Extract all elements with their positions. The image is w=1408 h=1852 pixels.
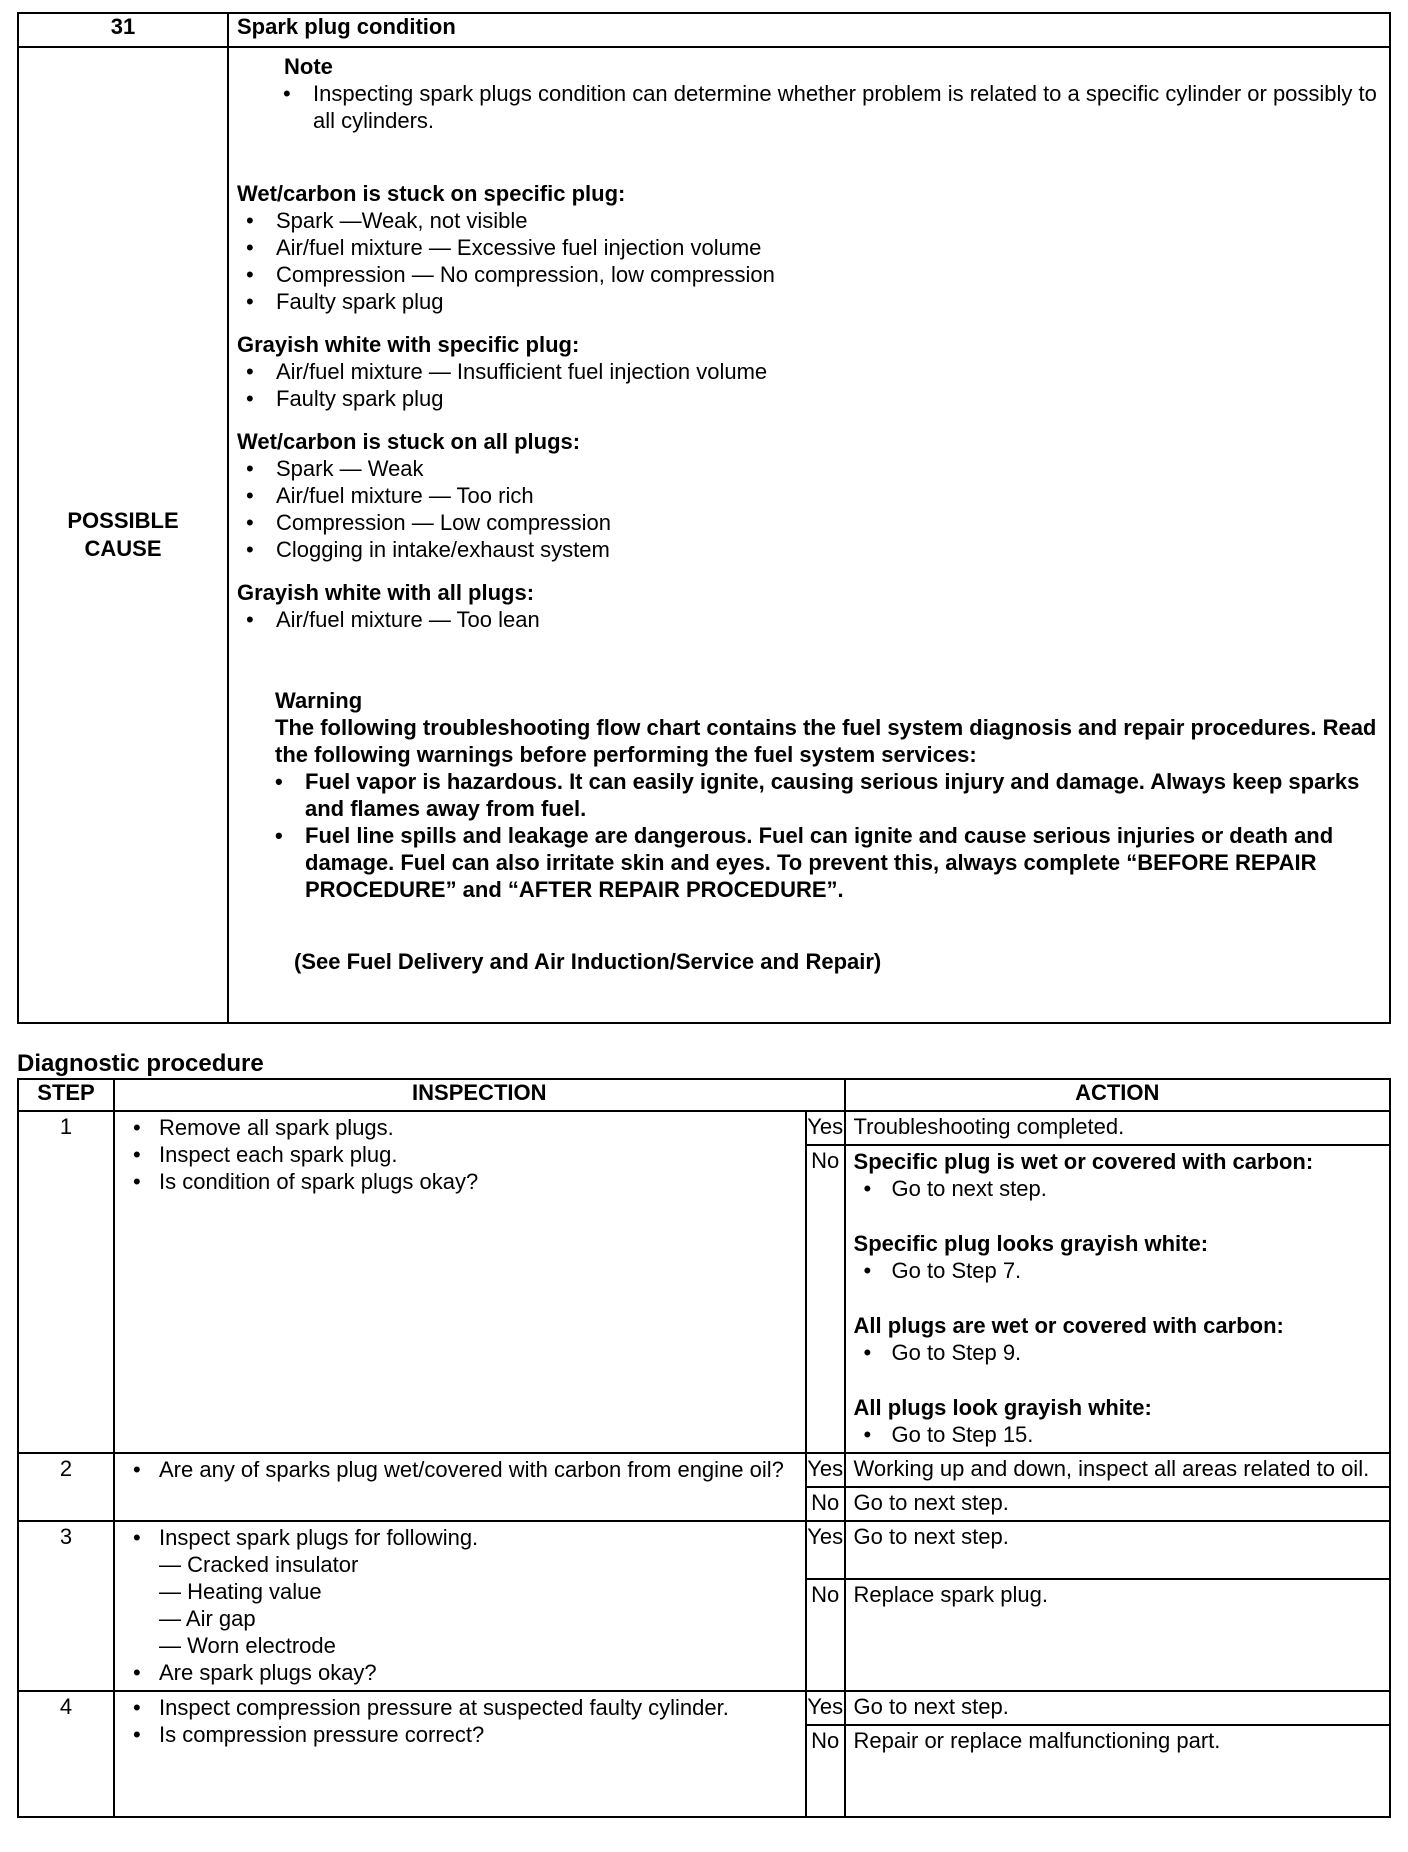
warning-title: Warning <box>275 688 363 713</box>
inspection-subitem: — Heating value <box>159 1579 322 1604</box>
action-item: • Go to next step. <box>854 1175 1381 1202</box>
note-text: • Inspecting spark plugs condition can determine whether problem is related to a specific cylinder or possibly to all cylinders. <box>237 80 1379 134</box>
no-label: No <box>806 1725 845 1817</box>
cause-item: • Faulty spark plug <box>237 385 1379 412</box>
no-action: Go to next step. <box>845 1487 1390 1521</box>
possible-cause-body <box>228 47 1390 1023</box>
action-group-title: All plugs are wet or covered with carbon: <box>853 1313 1284 1338</box>
inspection-cell <box>114 1691 806 1817</box>
inspection-item: • Are any of sparks plug wet/covered with carbon from engine oil? <box>121 1456 799 1483</box>
cause-item: • Faulty spark plug <box>237 288 1379 315</box>
cause-item: • Air/fuel mixture — Too lean <box>237 606 1379 633</box>
inspection-item: • Inspect each spark plug. <box>121 1141 799 1168</box>
cause-group <box>237 579 1379 633</box>
cause-item: • Compression — No compression, low compression <box>237 261 1379 288</box>
diagnostic-table <box>17 1078 1391 1818</box>
possible-cause-table <box>17 12 1391 1024</box>
inspection-list <box>121 1114 799 1195</box>
cause-group <box>237 428 1379 563</box>
warning-text: The following troubleshooting flow chart contains the fuel system diagnosis and repair procedures. Read the following warnings before performing the fuel system services: <box>275 715 1377 767</box>
action-group-title: All plugs look grayish white: <box>853 1395 1152 1420</box>
yes-action: Go to next step. <box>845 1691 1390 1725</box>
action-item: • Go to Step 15. <box>854 1421 1381 1448</box>
action-group-list <box>854 1339 1381 1366</box>
inspection-subitem: — Air gap <box>159 1606 256 1631</box>
cause-group-title: Wet/carbon is stuck on all plugs: <box>237 429 581 454</box>
warning-list <box>275 768 1379 903</box>
yes-action: Working up and down, inspect all areas related to oil. <box>845 1453 1390 1487</box>
header-step: STEP <box>18 1079 114 1111</box>
cause-item: • Air/fuel mixture — Too rich <box>237 482 1379 509</box>
cause-group-title: Grayish white with specific plug: <box>237 332 580 357</box>
yes-action: Troubleshooting completed. <box>845 1111 1390 1145</box>
inspection-item: • Remove all spark plugs. <box>121 1114 799 1141</box>
cause-group-list <box>237 606 1379 633</box>
inspection-list <box>121 1659 799 1686</box>
cause-group-list <box>237 207 1379 315</box>
no-action: Replace spark plug. <box>845 1579 1390 1691</box>
inspection-item: • Is compression pressure correct? <box>121 1721 799 1748</box>
cause-item: • Spark — Weak <box>237 455 1379 482</box>
inspection-cell <box>114 1521 806 1691</box>
warning-item: • Fuel vapor is hazardous. It can easily ignite, causing serious injury and damage. Always keep sparks and flames away from fuel. <box>275 768 1379 822</box>
inspection-item: • Is condition of spark plugs okay? <box>121 1168 799 1195</box>
yes-label: Yes <box>806 1521 845 1579</box>
item-title: Spark plug condition <box>228 13 1390 47</box>
possible-cause-label-line1: POSSIBLE <box>67 508 179 533</box>
action-item: • Go to Step 9. <box>854 1339 1381 1366</box>
inspection-list <box>121 1524 799 1551</box>
no-action <box>845 1145 1390 1453</box>
action-group-list <box>854 1175 1381 1202</box>
cause-item: • Air/fuel mixture — Insufficient fuel injection volume <box>237 358 1379 385</box>
cause-group-title: Wet/carbon is stuck on specific plug: <box>237 181 626 206</box>
inspection-cell <box>114 1111 806 1453</box>
page <box>17 12 1391 1818</box>
yes-label: Yes <box>806 1111 845 1145</box>
action-group-list <box>854 1257 1381 1284</box>
inspection-subitem: — Worn electrode <box>159 1633 336 1658</box>
cause-group-title: Grayish white with all plugs: <box>237 580 535 605</box>
action-item: • Go to Step 7. <box>854 1257 1381 1284</box>
possible-cause-label <box>18 47 228 1023</box>
step-number: 3 <box>18 1521 114 1691</box>
cause-group-list <box>237 455 1379 563</box>
yes-label: Yes <box>806 1453 845 1487</box>
cause-item: • Clogging in intake/exhaust system <box>237 536 1379 563</box>
cause-item: • Compression — Low compression <box>237 509 1379 536</box>
cause-item: • Spark —Weak, not visible <box>237 207 1379 234</box>
no-action: Repair or replace malfunctioning part. <box>845 1725 1390 1817</box>
possible-cause-label-line2: CAUSE <box>84 536 162 561</box>
cause-group <box>237 180 1379 315</box>
step-number: 4 <box>18 1691 114 1817</box>
inspection-cell <box>114 1453 806 1521</box>
step-number: 2 <box>18 1453 114 1521</box>
inspection-item: • Are spark plugs okay? <box>121 1659 799 1686</box>
note-list <box>237 80 1379 134</box>
step-number: 1 <box>18 1111 114 1453</box>
cause-group <box>237 331 1379 412</box>
action-group-title: Specific plug looks grayish white: <box>853 1231 1209 1256</box>
inspection-item: • Inspect compression pressure at suspected faulty cylinder. <box>121 1694 799 1721</box>
diagnostic-title: Diagnostic procedure <box>17 1050 264 1077</box>
cause-group-list <box>237 358 1379 412</box>
inspection-list <box>121 1694 799 1748</box>
header-action: ACTION <box>845 1079 1390 1111</box>
warning-block <box>275 687 1379 903</box>
cause-item: • Air/fuel mixture — Excessive fuel injection volume <box>237 234 1379 261</box>
warning-item: • Fuel line spills and leakage are dangerous. Fuel can ignite and cause serious injuries or death and damage. Fuel can also irritate skin and eyes. To prevent this, always complete “BEFORE REPAIR PROCEDURE” and “AFTER REPAIR PROCEDURE”. <box>275 822 1379 903</box>
action-group-title: Specific plug is wet or covered with carbon: <box>853 1149 1314 1174</box>
yes-action: Go to next step. <box>845 1521 1390 1579</box>
note-title: Note <box>284 54 333 79</box>
item-number: 31 <box>18 13 228 47</box>
header-inspection: INSPECTION <box>114 1079 845 1111</box>
action-group-list <box>854 1421 1381 1448</box>
yes-label: Yes <box>806 1691 845 1725</box>
no-label: No <box>806 1145 845 1453</box>
see-reference: (See Fuel Delivery and Air Induction/Service and Repair) <box>294 949 882 974</box>
inspection-list <box>121 1456 799 1483</box>
no-label: No <box>806 1487 845 1521</box>
no-label: No <box>806 1579 845 1691</box>
inspection-item: • Inspect spark plugs for following. <box>121 1524 799 1551</box>
inspection-subitem: — Cracked insulator <box>159 1552 359 1577</box>
